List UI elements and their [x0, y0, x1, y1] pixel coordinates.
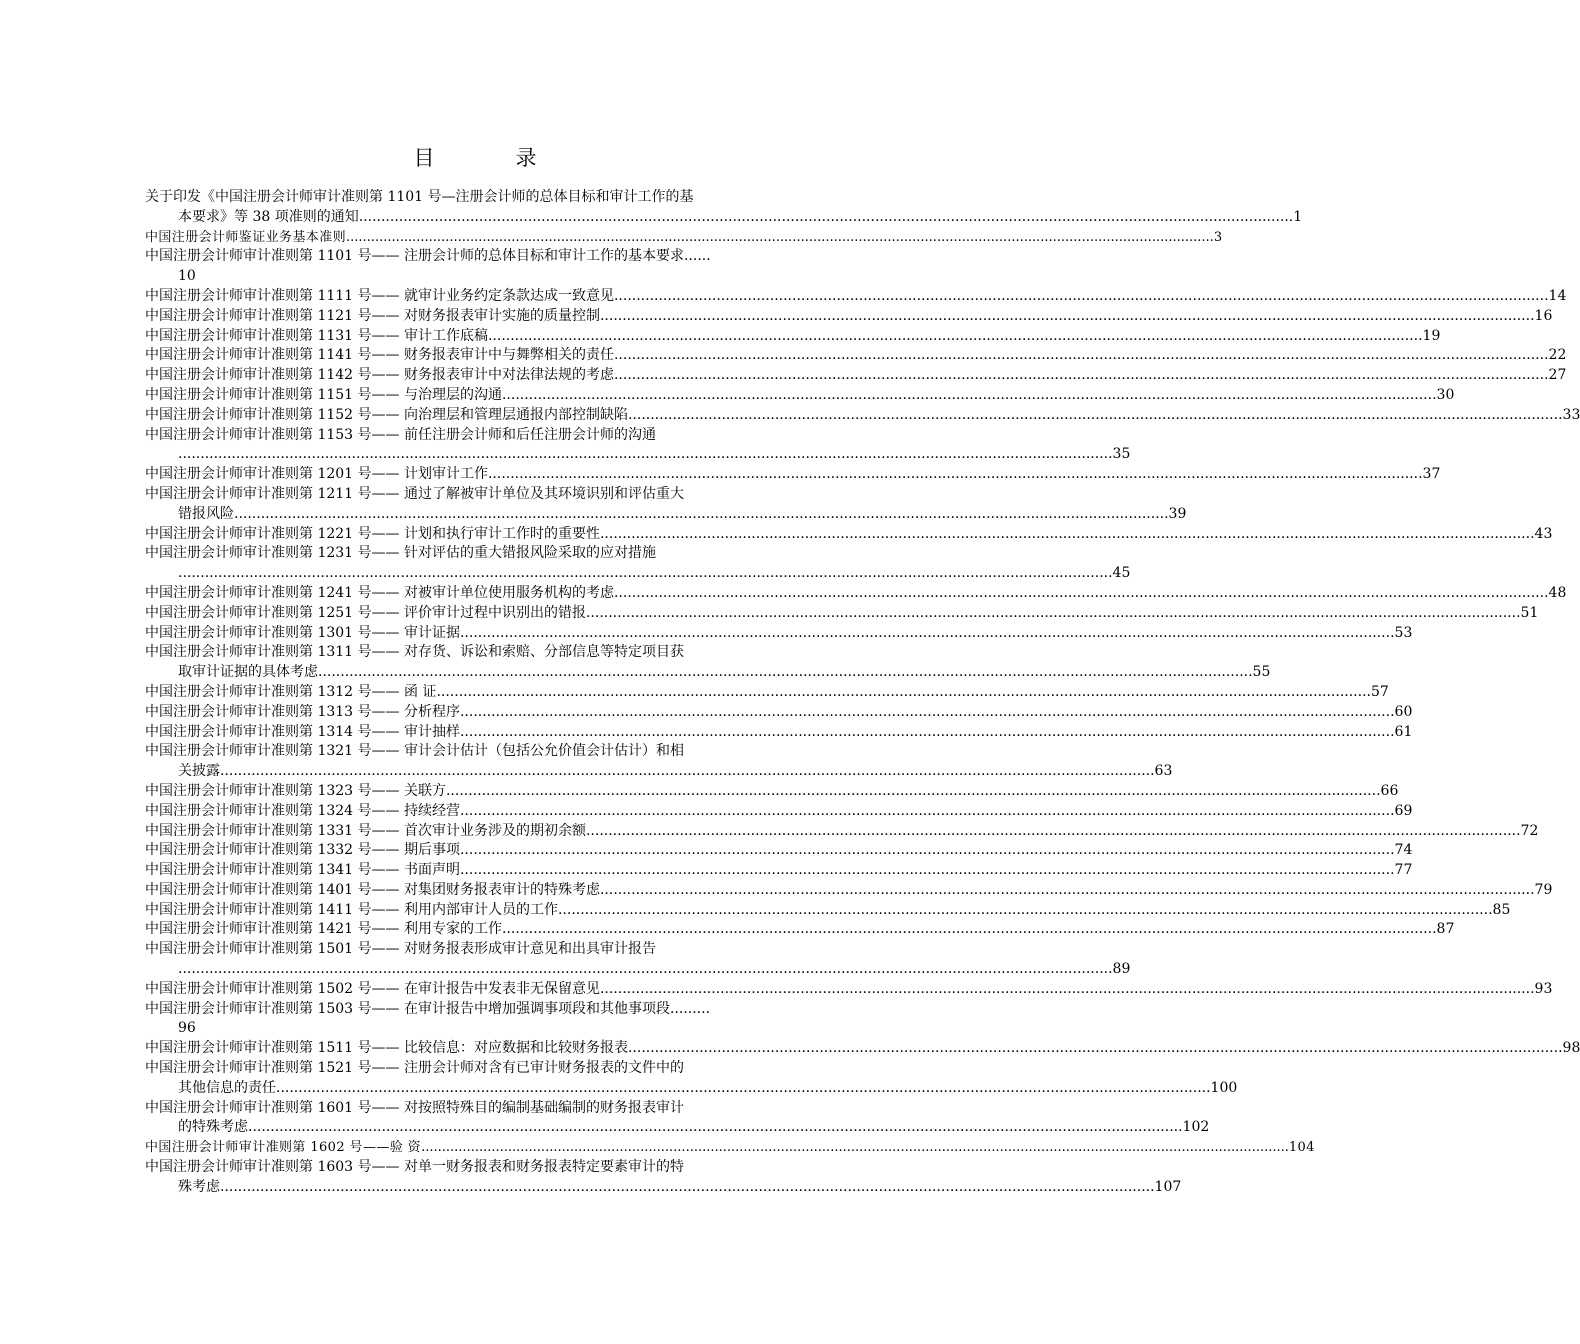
toc-entry-title: 错报风险 [178, 505, 234, 522]
toc-entry-title: 中国注册会计师审计准则第 1152 号—— 向治理层和管理层通报内部控制缺陷 [145, 406, 628, 423]
dot-leader [600, 980, 1535, 1000]
toc-page-number: 79 [1534, 881, 1553, 898]
toc-entry[interactable] [145, 723, 1413, 743]
toc-leader-row [145, 802, 1413, 822]
toc-page-number: 60 [1394, 703, 1413, 720]
toc-entry-title: 中国注册会计师审计准则第 1151 号—— 与治理层的沟通 [145, 386, 502, 403]
toc-entry[interactable] [145, 346, 1567, 366]
dot-leader [460, 861, 1395, 881]
toc-page-number: 3 [1213, 229, 1223, 245]
toc-leader-row [145, 1118, 1210, 1138]
toc-leader-row [145, 920, 1455, 940]
toc-page-number: 43 [1534, 525, 1553, 542]
dot-leader [614, 366, 1549, 386]
toc-leader-row [145, 723, 1413, 743]
toc-entry-line: 中国注册会计师审计准则第 1601 号—— 对按照特殊目的编制基础编制的财务报表审计 [145, 1099, 684, 1116]
dot-leader [178, 960, 1113, 980]
toc-leader-row [145, 782, 1399, 802]
toc-leader-row [145, 445, 1131, 465]
toc-page-number: 93 [1534, 980, 1553, 997]
toc-entry-title: 中国注册会计师审计准则第 1201 号—— 计划审计工作 [145, 466, 488, 483]
dot-leader [614, 584, 1549, 604]
toc-entry[interactable] [145, 703, 1413, 723]
dot-leader [276, 1079, 1211, 1099]
toc-entry[interactable] [145, 1059, 1238, 1099]
toc-page-number: 98 [1562, 1040, 1580, 1057]
dot-leader [502, 920, 1437, 940]
toc-page-number: 37 [1422, 466, 1441, 483]
toc-entry[interactable] [145, 1039, 1580, 1059]
toc-entry[interactable] [145, 742, 1173, 782]
toc-entry[interactable] [145, 247, 790, 287]
dot-leader [600, 307, 1535, 327]
toc-entry-title: 中国注册会计师审计准则第 1421 号—— 利用专家的工作 [145, 921, 502, 938]
dot-leader [586, 822, 1521, 842]
toc-entry[interactable] [145, 822, 1539, 842]
dot-leader [220, 1178, 1155, 1198]
dot-leader [600, 881, 1535, 901]
toc-leader-row [145, 604, 1539, 624]
toc-page-number: 63 [1154, 763, 1173, 780]
toc-entry-line: 中国注册会计师审计准则第 1311 号—— 对存货、诉讼和索赔、分部信息等特定项目获 [145, 644, 684, 661]
dot-leader [234, 505, 1169, 525]
toc-leader-row [145, 406, 1580, 426]
toc-page-number: 55 [1252, 664, 1271, 681]
toc-entry-title: 中国注册会计师鉴证业务基本准则 [145, 229, 347, 245]
toc-page-number: 72 [1520, 822, 1539, 839]
dot-leader [628, 1039, 1563, 1059]
toc-page-number: 107 [1154, 1178, 1182, 1195]
dot-leader [614, 346, 1549, 366]
toc-entry-title: 中国注册会计师审计准则第 1411 号—— 利用内部审计人员的工作 [145, 901, 558, 918]
toc-entry-title: 中国注册会计师审计准则第 1314 号—— 审计抽样 [145, 723, 460, 740]
toc-page-number: 51 [1520, 604, 1539, 621]
toc-entry-line: 中国注册会计师审计准则第 1501 号—— 对财务报表形成审计意见和出具审计报告 [145, 941, 656, 958]
toc-entry-title: 的特殊考虑 [178, 1119, 248, 1136]
toc-entry[interactable] [145, 643, 1271, 683]
dot-leader [460, 723, 1395, 743]
dot-leader [586, 604, 1521, 624]
dot-leader [460, 703, 1395, 723]
dot-leader [628, 406, 1563, 426]
toc-leader-row [145, 327, 1441, 347]
toc-entry-title: 中国注册会计师审计准则第 1301 号—— 审计证据 [145, 624, 460, 641]
toc-entry[interactable] [145, 525, 1553, 545]
dot-leader [600, 525, 1535, 545]
toc-entry-line: 关于印发《中国注册会计师审计准则第 1101 号—注册会计师的总体目标和审计工作的基 [145, 189, 694, 205]
toc-entry[interactable] [145, 881, 1553, 901]
toc-page-number: 1 [1293, 208, 1303, 225]
toc-page-number: 19 [1422, 327, 1441, 344]
toc-entry[interactable] [145, 386, 1455, 406]
toc-entry-title: 其他信息的责任 [178, 1079, 276, 1096]
toc-entry-title: 关披露 [178, 763, 220, 780]
toc-entry-title: 中国注册会计师审计准则第 1332 号—— 期后事项 [145, 842, 460, 859]
toc-entry[interactable] [145, 287, 1567, 307]
toc-entry[interactable] [145, 841, 1413, 861]
toc-page-number: 35 [1112, 446, 1131, 463]
toc-entry[interactable] [145, 327, 1441, 347]
toc-entry-title: 中国注册会计师审计准则第 1323 号—— 关联方 [145, 782, 446, 799]
toc-page-number: 33 [1562, 406, 1580, 423]
toc-entry[interactable] [145, 426, 1131, 466]
toc-entry-title: 中国注册会计师审计准则第 1121 号—— 对财务报表审计实施的质量控制 [145, 307, 600, 324]
toc-entry[interactable] [145, 920, 1455, 940]
toc-leader-row [145, 762, 1173, 782]
toc-leader-row [145, 346, 1567, 366]
dot-leader [248, 1118, 1183, 1138]
toc-entry[interactable] [145, 782, 1399, 802]
toc-leader-row [145, 960, 1131, 980]
toc-leader-row [145, 307, 1553, 327]
toc-entry-title: 中国注册会计师审计准则第 1401 号—— 对集团财务报表审计的特殊考虑 [145, 881, 600, 898]
toc-page-number: 16 [1534, 307, 1553, 324]
toc-entry-title: 中国注册会计师审计准则第 1141 号—— 财务报表审计中与舞弊相关的责任 [145, 347, 614, 364]
toc-leader-row [145, 624, 1413, 644]
toc-leader-row [145, 881, 1553, 901]
toc-entry-title: 中国注册会计师审计准则第 1511 号—— 比较信息：对应数据和比较财务报表 [145, 1040, 628, 1057]
toc-entry[interactable] [145, 1099, 1210, 1139]
toc-entry[interactable] [145, 366, 1567, 386]
toc-entry[interactable] [145, 485, 1187, 525]
toc-entry-title: 本要求》等 38 项准则的通知 [178, 208, 359, 225]
toc-entry-title: 中国注册会计师审计准则第 1341 号—— 书面声明 [145, 862, 460, 879]
toc-entry[interactable] [145, 683, 1389, 703]
toc-page-number: 48 [1548, 584, 1567, 601]
toc-leader-row [145, 287, 1567, 307]
toc-leader-row [145, 366, 1567, 386]
toc-entry[interactable] [145, 465, 1441, 485]
toc-page-number: 22 [1548, 347, 1567, 364]
toc-entry-title: 中国注册会计师审计准则第 1331 号—— 首次审计业务涉及的期初余额 [145, 822, 586, 839]
toc-page-number: 53 [1394, 624, 1413, 641]
toc-leader-row [145, 525, 1553, 545]
toc-entry[interactable] [145, 188, 1303, 228]
dot-leader [488, 327, 1423, 347]
toc-entry-title: 取审计证据的具体考虑 [178, 664, 318, 681]
toc-entry-line: 中国注册会计师审计准则第 1153 号—— 前任注册会计师和后任注册会计师的沟通 [145, 426, 656, 443]
toc-page-number: 102 [1182, 1119, 1210, 1136]
toc-leader-row [145, 1138, 1315, 1158]
dot-leader [318, 663, 1253, 683]
toc-page-number: 74 [1394, 842, 1413, 859]
toc-entry-line: 中国注册会计师审计准则第 1603 号—— 对单一财务报表和财务报表特定要素审计的特 [145, 1159, 684, 1176]
dot-leader [488, 465, 1423, 485]
toc-page-number: 14 [1548, 287, 1567, 304]
toc-leader-row [145, 841, 1413, 861]
toc-entry[interactable] [145, 1158, 1182, 1198]
toc-entry-title: 中国注册会计师审计准则第 1241 号—— 对被审计单位使用服务机构的考虑 [145, 584, 614, 601]
toc-leader-row [145, 1079, 1238, 1099]
dot-leader [614, 287, 1549, 307]
toc-entry[interactable] [145, 228, 1223, 248]
toc-entry-line: 中国注册会计师审计准则第 1521 号—— 注册会计师对含有已审计财务报表的文件中的 [145, 1060, 684, 1077]
dot-leader [460, 624, 1395, 644]
toc-entry[interactable] [145, 544, 1131, 584]
toc-page-number: 61 [1394, 723, 1413, 740]
toc-entry[interactable] [145, 624, 1413, 644]
table-of-contents [145, 188, 1580, 1198]
toc-entry-title: 中国注册会计师审计准则第 1221 号—— 计划和执行审计工作时的重要性 [145, 525, 600, 542]
toc-page-number: 27 [1548, 367, 1567, 384]
toc-page-number: 66 [1380, 782, 1399, 799]
toc-entry-title: 中国注册会计师审计准则第 1111 号—— 就审计业务约定条款达成一致意见 [145, 287, 614, 304]
toc-page-number: 85 [1492, 901, 1511, 918]
toc-entry[interactable] [145, 1138, 1315, 1158]
dot-leader [460, 802, 1395, 822]
toc-leader-row [145, 822, 1539, 842]
toc-entry-title: 中国注册会计师审计准则第 1312 号—— 函 证 [145, 683, 437, 700]
toc-leader-row [145, 861, 1413, 881]
toc-entry-title: 中国注册会计师审计准则第 1324 号—— 持续经营 [145, 802, 460, 819]
toc-entry-title: 中国注册会计师审计准则第 1602 号——验 资 [145, 1140, 422, 1156]
dot-leader [460, 841, 1395, 861]
toc-entry-title: 中国注册会计师审计准则第 1131 号—— 审计工作底稿 [145, 327, 488, 344]
toc-page-number: 57 [1370, 683, 1389, 700]
dot-leader [359, 208, 1294, 228]
toc-page-number: 77 [1394, 862, 1413, 879]
toc-entry-title: 中国注册会计师审计准则第 1313 号—— 分析程序 [145, 703, 460, 720]
toc-page-number: 100 [1210, 1079, 1238, 1096]
toc-entry[interactable] [145, 901, 1511, 921]
toc-entry[interactable] [145, 980, 1553, 1000]
toc-entry-line: 中国注册会计师审计准则第 1321 号—— 审计会计估计（包括公允价值会计估计）和相 [145, 743, 684, 760]
toc-page-number: 96 [178, 1020, 196, 1037]
toc-entry-line: 中国注册会计师审计准则第 1101 号—— 注册会计师的总体目标和审计工作的基本要求...... [145, 248, 711, 265]
dot-leader [436, 683, 1371, 703]
toc-leader-row [145, 228, 1223, 248]
toc-page-number: 30 [1436, 386, 1455, 403]
toc-entry[interactable] [145, 406, 1580, 426]
toc-page-number: 45 [1112, 565, 1131, 582]
toc-entry[interactable] [145, 604, 1539, 624]
dot-leader [178, 564, 1113, 584]
toc-entry-line: 中国注册会计师审计准则第 1503 号—— 在审计报告中增加强调事项段和其他事项段......... [145, 1000, 711, 1017]
dot-leader [421, 1138, 1289, 1158]
toc-entry[interactable] [145, 307, 1553, 327]
toc-leader-row [145, 208, 1303, 228]
toc-page-number: 87 [1436, 921, 1455, 938]
toc-leader-row [145, 386, 1455, 406]
toc-page-number: 104 [1288, 1140, 1315, 1156]
toc-entry[interactable] [145, 1000, 790, 1040]
toc-leader-row [145, 980, 1553, 1000]
dot-leader [178, 445, 1113, 465]
toc-leader-row [145, 584, 1567, 604]
toc-leader-row [145, 564, 1131, 584]
dot-leader [446, 782, 1381, 802]
toc-page-number: 10 [178, 268, 196, 285]
toc-entry-title: 中国注册会计师审计准则第 1251 号—— 评价审计过程中识别出的错报 [145, 604, 586, 621]
dot-leader [220, 762, 1155, 782]
page-title: 目 录 [413, 146, 567, 170]
toc-leader-row [145, 1039, 1580, 1059]
toc-entry[interactable] [145, 584, 1567, 604]
toc-entry-title: 中国注册会计师审计准则第 1142 号—— 财务报表审计中对法律法规的考虑 [145, 367, 614, 384]
dot-leader [558, 901, 1493, 921]
toc-leader-row [145, 703, 1413, 723]
toc-leader-row [145, 901, 1511, 921]
toc-entry-title: 殊考虑 [178, 1178, 220, 1195]
toc-entry[interactable] [145, 802, 1413, 822]
dot-leader [502, 386, 1437, 406]
toc-leader-row [145, 683, 1389, 703]
toc-leader-row [145, 1178, 1182, 1198]
toc-leader-row [145, 465, 1441, 485]
toc-entry[interactable] [145, 940, 1131, 980]
toc-entry-title: 中国注册会计师审计准则第 1502 号—— 在审计报告中发表非无保留意见 [145, 980, 600, 997]
toc-page-number: 69 [1394, 802, 1413, 819]
toc-leader-row [145, 505, 1187, 525]
toc-leader-row [145, 663, 1271, 683]
dot-leader [346, 228, 1214, 248]
toc-entry-line: 中国注册会计师审计准则第 1231 号—— 针对评估的重大错报风险采取的应对措施 [145, 545, 656, 562]
toc-entry[interactable] [145, 861, 1413, 881]
toc-page-number: 89 [1112, 961, 1131, 978]
toc-entry-line: 中国注册会计师审计准则第 1211 号—— 通过了解被审计单位及其环境识别和评估重大 [145, 485, 684, 502]
toc-page-number: 39 [1168, 505, 1187, 522]
